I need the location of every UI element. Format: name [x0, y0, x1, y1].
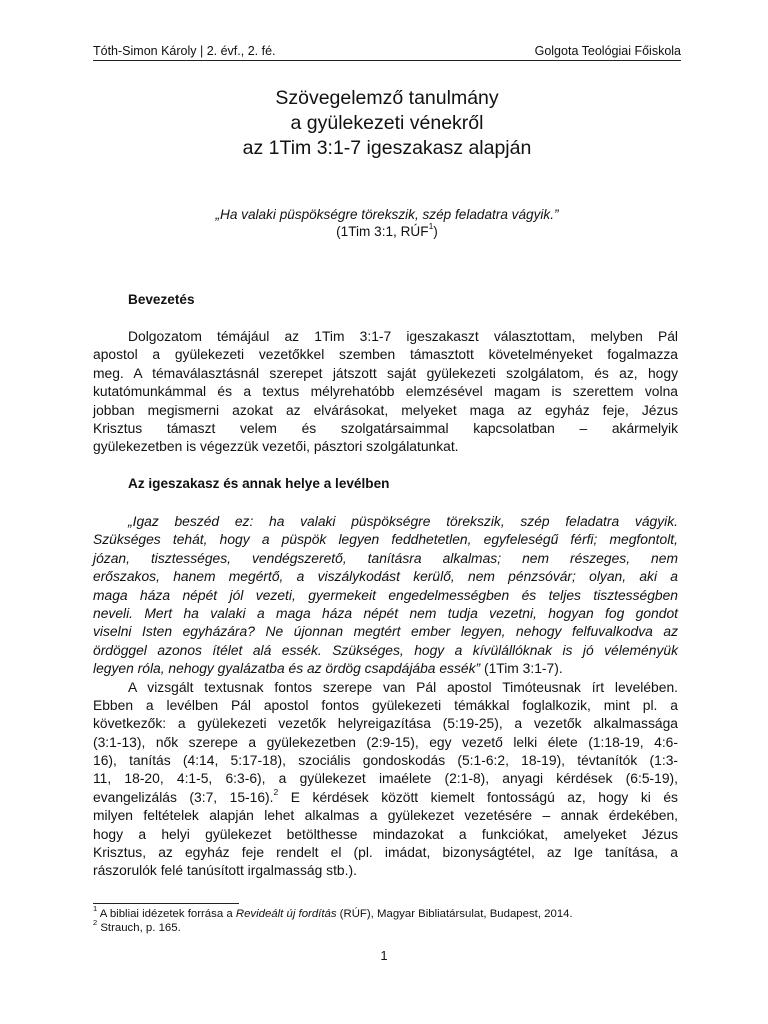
quote-line: józan, tisztességes, vendégszerető, tanításra alkalmas; nem részeges, nem: [93, 549, 678, 566]
page-number: 1: [380, 948, 388, 963]
text-line: jobban megismerni azokat az elvárásokat, melyeket maga az egyház feje, Jézus: [93, 401, 678, 418]
text-line: [93, 788, 678, 806]
text-line: gyülekezetben is végezzük vezetői, pásztori szolgálatunkat.: [93, 438, 459, 455]
footnote-2: [93, 918, 181, 935]
text-segment: evangelizálás (3:7, 15-16).: [93, 788, 274, 805]
text-line: 11, 18-20, 4:1-5, 6:3-6), a gyülekezet imaélete (2:1-8), anyagi kérdések (6:5-19),: [93, 770, 678, 787]
page-header: [93, 40, 681, 58]
context-paragraph: [93, 512, 678, 880]
quote-line: neveli. Mert ha valaki a maga háza népét nem tudja vezetni, hogyan fog gondot: [93, 604, 678, 621]
text-line: következők: a gyülekezeti vezetők helyreigazítása (5:19-25), a vezetők alkalmassága: [93, 715, 678, 732]
text-line: apostol a gyülekezeti vezetőkkel szemben támasztott követelményeket fogalmazza: [93, 346, 678, 363]
intro-paragraph: [93, 327, 678, 456]
text-line: rászorulók felé tanúsított irgalmasság stb.).: [93, 862, 357, 879]
footnote-rule: [93, 903, 239, 904]
footnote-source-title: Revideált új fordítás: [235, 908, 337, 920]
title-line-1: Szövegelemző tanulmány: [275, 87, 499, 109]
motto: [93, 207, 681, 240]
quote-text: legyen róla, nehogy gyalázatba és az ördög csapdájába essék”: [93, 660, 481, 677]
quote-line: erőszakos, hanem megértő, a viszálykodást kerülő, nem pénzsóvár; olyan, aki a: [93, 568, 678, 585]
text-line: kutatómunkámmal és a textus mélyrehatóbb elemzésével magam is szerettem volna: [93, 383, 678, 400]
motto-reference: [93, 220, 681, 241]
quote-line: viselni Isten egyházára? Ne újonnan megtért ember legyen, nehogy felfuvalkodva az: [93, 623, 678, 640]
footnote-1: [93, 904, 573, 921]
header-institution: Golgota Teológiai Főiskola: [534, 44, 681, 58]
header-rule: [93, 60, 681, 61]
footnote-marker-1: 1: [428, 220, 434, 231]
text-segment: E kérdések között kiemelt fontosságú az, hogy ki és: [278, 788, 678, 805]
footnote-number: 1: [93, 904, 98, 914]
text-line: Ebben a levélben Pál apostol fontos gyülekezeti témákkal foglalkozik, mint pl. a: [93, 696, 678, 713]
quote-line: maga háza népét jól vezeti, gyermekeit engedelmességben és teljes tisztességben: [93, 586, 678, 603]
footnote-text: A bibliai idézetek forrása a: [97, 908, 236, 920]
document-title: [93, 86, 681, 161]
title-line-2: a gyülekezeti vénekről: [290, 112, 484, 134]
text-line: (3:1-13), nők szerepe a gyülekezetben (2:9-15), egy vezető lelki élete (1:18-19, 4:6-: [93, 733, 678, 750]
quote-line: „Igaz beszéd ez: ha valaki püspökségre törekszik, szép feladatra vágyik.: [128, 513, 678, 529]
text-line: hogy a helyi gyülekezet betölthesse mindazokat a funkciókat, amelyeket Jézus: [93, 825, 678, 842]
text-line: 16), tanítás (4:14, 5:17-18), szociális gondoskodás (5:1-6:2, 18-19), tévtanítók (1:3-: [93, 752, 678, 769]
motto-ref-text: (1Tim 3:1, RÚF: [336, 223, 429, 239]
text-line: Krisztus támaszt velem és szolgatársaimmal kapcsolatban – akármelyik: [93, 419, 678, 436]
footnote-marker-2: 2: [273, 787, 279, 798]
text-line: meg. A témaválasztásnál szerepet játszott saját gyülekezeti szolgálatom, és az, hogy: [93, 364, 678, 381]
text-line: Dolgozatom témájául az 1Tim 3:1-7 igeszakaszt választottam, melyben Pál: [128, 328, 678, 344]
section-heading-context: Az igeszakasz és annak helye a levélben: [128, 476, 390, 491]
section-heading-intro: Bevezetés: [128, 292, 195, 307]
text-line: Krisztus, az egyház feje rendelt el (pl. imádat, bizonyságtétel, az Ige tanítása, a: [93, 844, 678, 861]
title-line-3: az 1Tim 3:1-7 igeszakasz alapján: [242, 137, 532, 159]
quote-line-last: [93, 659, 678, 677]
footnote-text: (RÚF), Magyar Bibliatársulat, Budapest, 2014.: [336, 908, 573, 920]
footnote-number: 2: [93, 918, 98, 928]
quote-reference: (1Tim 3:1-7).: [480, 660, 563, 677]
header-author: Tóth-Simon Károly | 2. évf., 2. fé.: [93, 44, 276, 58]
footnote-text: Strauch, p. 165.: [97, 922, 181, 934]
text-line: milyen feltételek alapján lehet alkalmas a gyülekezet vezetésére – annak érdekében,: [93, 807, 678, 824]
motto-quote: „Ha valaki püspökségre törekszik, szép feladatra vágyik.”: [215, 207, 559, 222]
text-line: A vizsgált textusnak fontos szerepe van Pál apostol Timóteusnak írt levelében.: [128, 678, 678, 695]
quote-line: Szükséges tehát, hogy a püspök legyen feddhetetlen, egyfeleségű férfi; megfontolt,: [93, 531, 678, 548]
motto-ref-close: ): [433, 223, 438, 239]
quote-line: ördöggel azonos ítélet alá essék. Szükséges, hogy a kívülállóknak is jó véleményük: [93, 641, 678, 658]
